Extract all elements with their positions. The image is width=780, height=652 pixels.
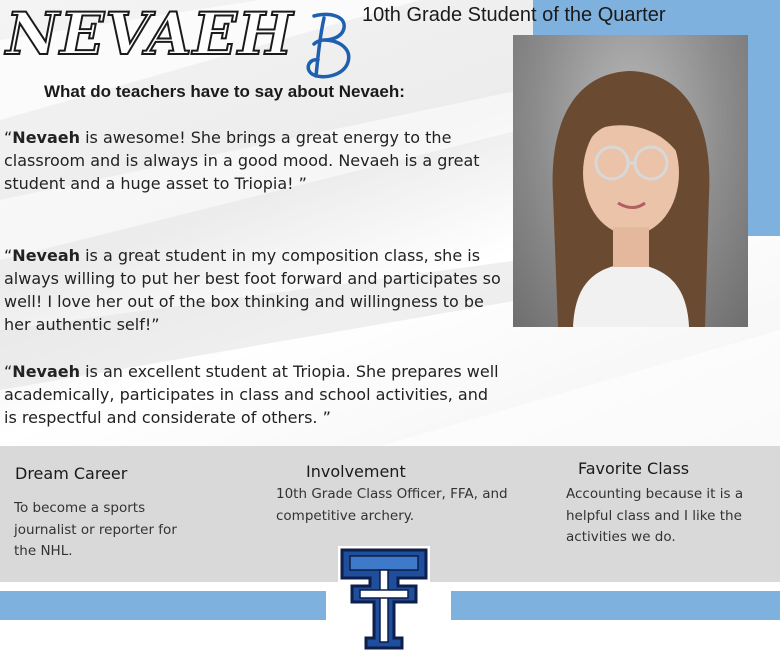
student-name-title: NEVAEH: [6, 0, 294, 68]
teacher-quote: [4, 360, 504, 429]
student-portrait-image: [513, 35, 748, 327]
quote-student-name: Nevaeh: [12, 362, 81, 381]
teacher-quote: [4, 126, 504, 195]
quote-student-name: Neveah: [12, 246, 81, 265]
award-title: 10th Grade Student of the Quarter: [362, 4, 666, 26]
quote-student-name: Nevaeh: [12, 128, 81, 147]
quote-open-mark: “: [4, 362, 13, 381]
blue-accent-bar-bottom-right: [451, 591, 780, 620]
dream-career-heading: Dream Career: [15, 464, 128, 483]
quote-text: is awesome! She brings a great energy to the classroom and is always in a good mood. Nevaeh is a great student and a huge asset to Triopia! ”: [4, 128, 480, 193]
teacher-quote: [4, 244, 504, 336]
involvement-heading: Involvement: [306, 462, 406, 481]
dream-career-text: To become a sports journalist or reporter for the NHL.: [14, 500, 177, 559]
blue-accent-bar-bottom-left: [0, 591, 326, 620]
triopia-tt-logo-icon: [338, 546, 430, 652]
quote-open-mark: “: [4, 128, 13, 147]
involvement-text: 10th Grade Class Officer, FFA, and competitive archery.: [276, 486, 508, 524]
favorite-class-text: Accounting because it is a helpful class and I like the activities we do.: [566, 486, 744, 545]
blue-accent-bar-right: [748, 0, 780, 236]
quote-text: is a great student in my composition class, she is always willing to put her best foot forward and participates so well! I love her out of the box thinking and willingness to be her authentic self!”: [4, 246, 501, 334]
quote-open-mark: “: [4, 246, 13, 265]
script-b-monogram-icon: [300, 10, 358, 82]
favorite-class-heading: Favorite Class: [578, 459, 690, 478]
teacher-question-heading: What do teachers have to say about Nevaeh:: [44, 82, 405, 101]
quote-text: is an excellent student at Triopia. She prepares well academically, participates in class and school activities, and is respectful and considerate of others. ”: [4, 362, 499, 427]
